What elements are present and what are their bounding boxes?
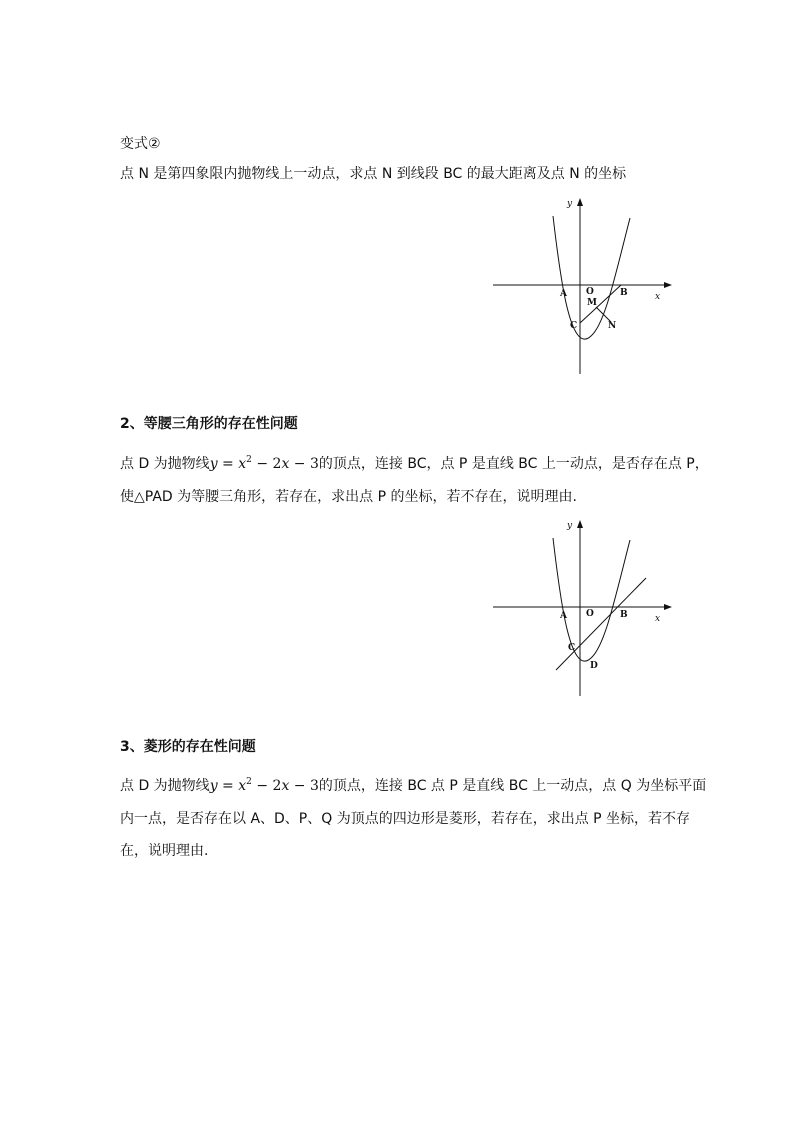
fig1-label-y: y [567,199,573,209]
parabola-curve [553,538,630,661]
figure-parabola-isosceles [490,518,680,700]
section3-line3: 在，说明理由. [120,843,209,859]
y-axis-arrow [577,198,583,206]
x-axis-arrow [664,282,672,288]
y-axis-arrow [577,520,583,528]
section3-heading: 3、菱形的存在性问题 [120,739,256,755]
section3-line2: 内一点，是否存在以 A、D、P、Q 为顶点的四边形是菱形，若存在，求出点 P 坐标，若不存 [120,811,691,827]
fig1-label-x: x [655,292,661,302]
fig1-label-m: M [587,298,597,308]
section2-line2: 使△PAD 为等腰三角形，若存在，求出点 P 的坐标，若不存在，说明理由. [120,489,577,505]
segment-mn [596,307,611,322]
fig2-label-c: C [568,643,576,653]
section2-line1: 点 D 为抛物线$y = x^2 - 2x - 3$的顶点，连接 BC，点 P 是直线 BC 上一动点，是否存在点 P， [120,455,709,472]
fig2-label-x: x [655,614,661,624]
fig1-label-o: O [586,287,594,297]
fig2-label-a: A [560,611,567,621]
parabola-curve [553,216,630,339]
section3-line1: 点 D 为抛物线$y = x^2 - 2x - 3$的顶点，连接 BC 点 P 是直线 BC 上一动点，点 Q 为坐标平面 [120,777,707,794]
fig2-label-d: D [590,661,598,671]
variant-question: 点 N 是第四象限内抛物线上一动点，求点 N 到线段 BC 的最大距离及点 N 的坐标 [120,166,627,182]
fig1-label-b: B [620,288,628,298]
fig1-label-n: N [608,321,617,331]
x-axis-arrow [664,604,672,610]
fig2-label-y: y [567,521,573,531]
variant-heading: 变式② [120,136,161,152]
fig2-label-o: O [586,609,594,619]
section2-heading: 2、等腰三角形的存在性问题 [120,416,298,432]
figure-parabola-distance [490,196,680,378]
fig2-label-b: B [620,610,628,620]
fig1-label-a: A [560,289,567,299]
line-bc [556,578,646,670]
fig1-label-c: C [570,321,578,331]
